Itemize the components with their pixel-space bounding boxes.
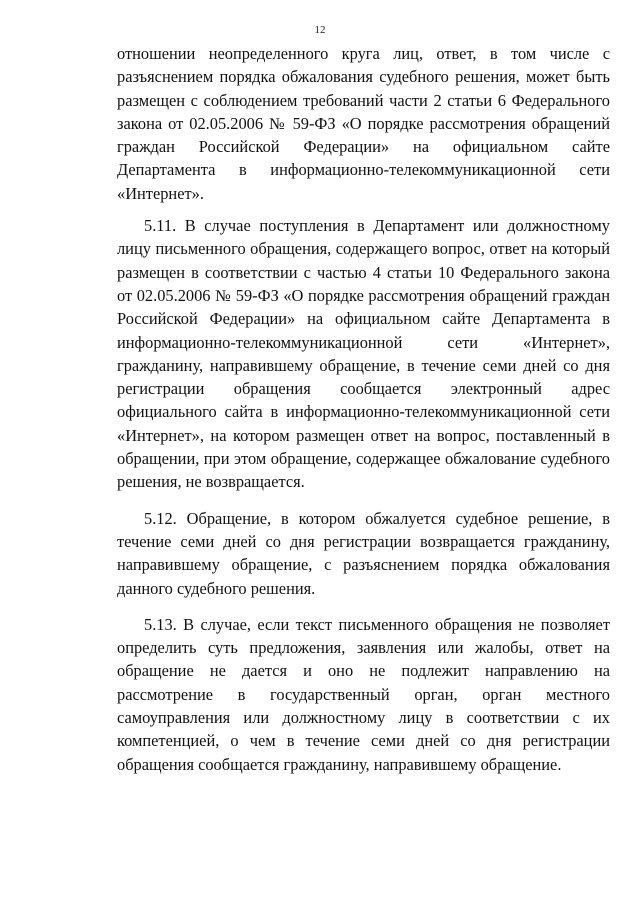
paragraph-continuation: отношении неопределенного круга лиц, ответ, в том числе с разъяснением порядка обжалования судебного решения, может быть размещен с соблюдением требований части 2 статьи 6 Федерального закона от 02.05.2006 № 59-ФЗ «О порядке рассмотрения обращений граждан Российской Федерации» на официальном сайте Департамента в информационно-телекоммуникационной сети «Интернет». xyxy=(117,44,610,203)
paragraph-5-13: 5.13. В случае, если текст письменного обращения не позволяет определить суть предложения, заявления или жалобы, ответ на обращение не дается и оно не подлежит направлению на рассмотрение в государственный орган, орган местного самоуправления или должностному лицу в соответствии с их компетенцией, о чем в течение семи дней со дня регистрации обращения сообщается гражданину, направившему обращение. xyxy=(117,614,610,774)
document-body xyxy=(117,42,610,776)
paragraph-5-11: 5.11. В случае поступления в Департамент или должностному лицу письменного обращения, содержащего вопрос, ответ на который размещен в соответствии с частью 4 статьи 10 Федерального закона от 02.05.2006 № 59-ФЗ «О порядке рассмотрения обращений граждан Российской Федерации» на официальном сайте Департамента в информационно-телекоммуникационной сети «Интернет», гражданину, направившему обращение, в течение семи дней со дня регистрации обращения сообщается электронный адрес официального сайта в информационно-телекоммуникационной сети «Интернет», на котором размещен ответ на вопрос, поставленный в обращении, при этом обращение, содержащее обжалование судебного решения, не возвращается. xyxy=(117,216,610,492)
paragraph-5-12: 5.12. Обращение, в котором обжалуется судебное решение, в течение семи дней со дня регистрации возвращается гражданину, направившему обращение, с разъяснением порядка обжалования данного судебного решения. xyxy=(117,508,610,598)
page-number: 12 xyxy=(314,24,326,36)
